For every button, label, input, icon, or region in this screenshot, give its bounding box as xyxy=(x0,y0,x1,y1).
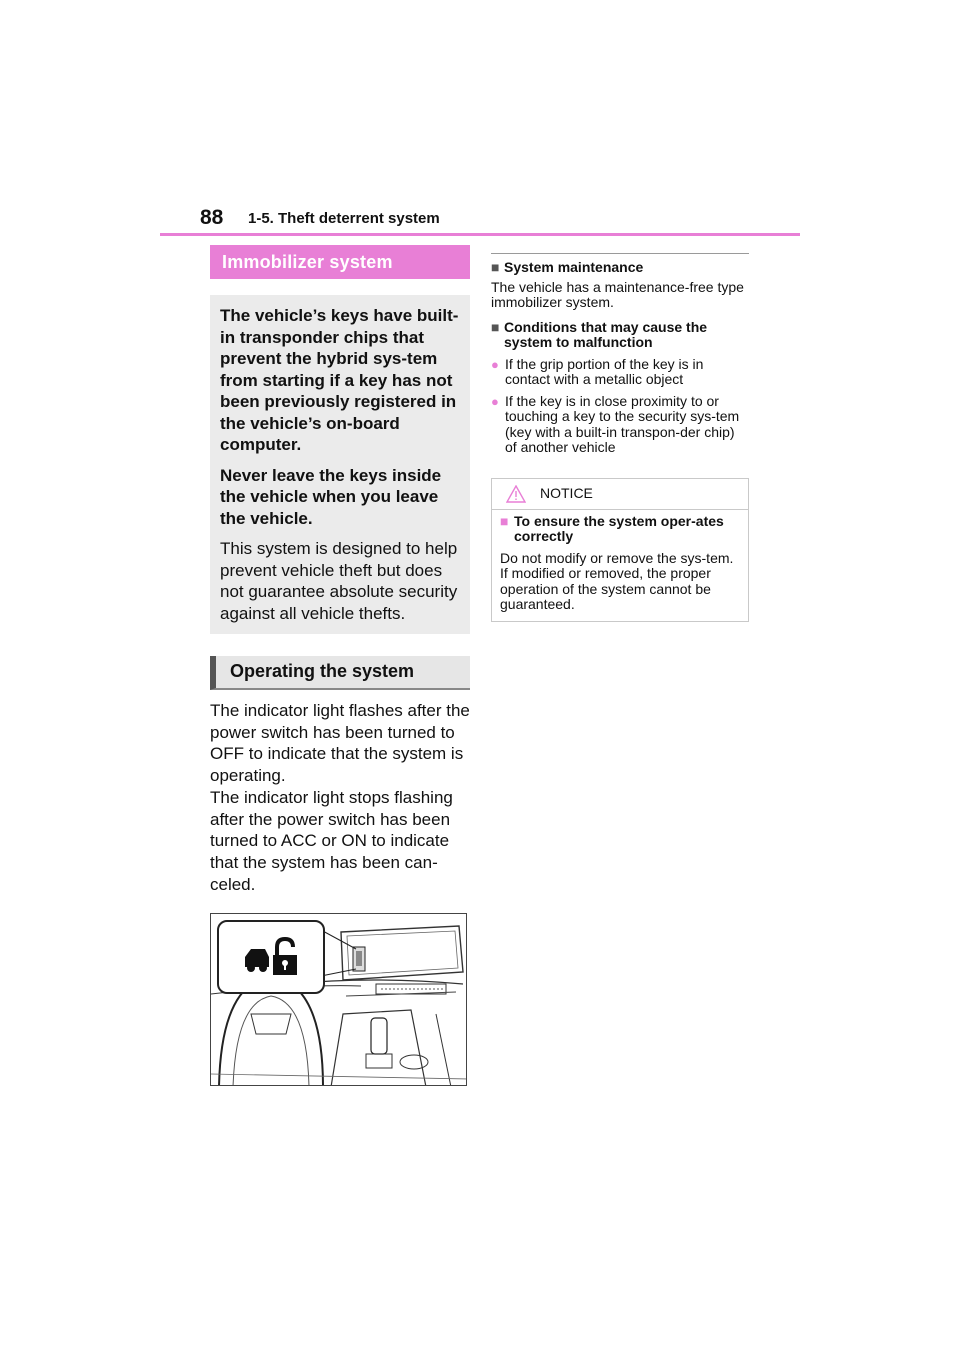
intro-box xyxy=(210,295,470,634)
condition-metallic: If the grip portion of the key is in contact with a metallic object xyxy=(505,355,704,387)
right-column xyxy=(491,253,749,622)
notice-heading-text: To ensure the system oper-ates correctly xyxy=(514,512,724,544)
bullet-dot-icon: ● xyxy=(491,393,499,409)
operating-paragraph-on: The indicator light stops flashing after the power switch has been turned to ACC or ON to indicate that the system has been can-celed. xyxy=(210,787,453,894)
warning-triangle-icon xyxy=(506,485,526,503)
list-item xyxy=(491,394,749,456)
list-item xyxy=(491,357,749,388)
right-divider xyxy=(491,253,749,254)
header-divider xyxy=(160,233,800,236)
operating-body xyxy=(210,700,470,895)
maintenance-heading xyxy=(491,260,749,276)
operating-heading: Operating the system xyxy=(210,656,470,690)
indicator-callout xyxy=(217,920,325,994)
page-number: 88 xyxy=(200,206,224,229)
square-marker-icon: ■ xyxy=(491,259,500,275)
notice-label: NOTICE xyxy=(540,484,593,501)
section-title: 1-5. Theft deterrent system xyxy=(248,210,440,227)
operating-paragraph-off: The indicator light flashes after the power switch has been turned to OFF to indicate that the system is operating. xyxy=(210,701,470,786)
bullet-dot-icon: ● xyxy=(491,356,499,372)
maintenance-heading-text: System maintenance xyxy=(504,259,644,275)
intro-paragraph-disclaimer: This system is designed to help prevent vehicle theft but does not guarantee absolute security against all vehicle thefts. xyxy=(220,539,458,623)
square-marker-icon: ■ xyxy=(500,512,509,529)
conditions-heading-text: Conditions that may cause the system to malfunction xyxy=(504,318,708,350)
notice-header xyxy=(492,479,748,510)
condition-proximity: If the key is in close proximity to or touching a key to the security sys-tem (key with a built-in transpon-der chip) of another vehicle xyxy=(505,392,740,455)
immobilizer-heading: Immobilizer system xyxy=(210,245,470,279)
notice-heading xyxy=(500,514,740,545)
dashboard-illustration xyxy=(210,913,467,1086)
intro-paragraph-keys-warning: Never leave the keys inside the vehicle when you leave the vehicle. xyxy=(220,465,442,528)
left-column xyxy=(210,245,470,895)
notice-body xyxy=(492,510,748,621)
square-marker-icon: ■ xyxy=(491,318,500,335)
maintenance-text: The vehicle has a maintenance-free type immobilizer system. xyxy=(491,278,744,310)
conditions-heading xyxy=(491,320,749,351)
car-lock-indicator-icon xyxy=(243,937,299,977)
notice-box xyxy=(491,478,749,622)
page-header xyxy=(200,206,800,236)
intro-paragraph-transponder: The vehicle’s keys have built-in transponder chips that prevent the hybrid sys-tem from starting if a key has not been previously registered in the vehicle’s on-board computer. xyxy=(220,306,459,454)
notice-text: Do not modify or remove the sys-tem. If modified or removed, the proper operation of the system cannot be guaranteed. xyxy=(500,549,734,612)
